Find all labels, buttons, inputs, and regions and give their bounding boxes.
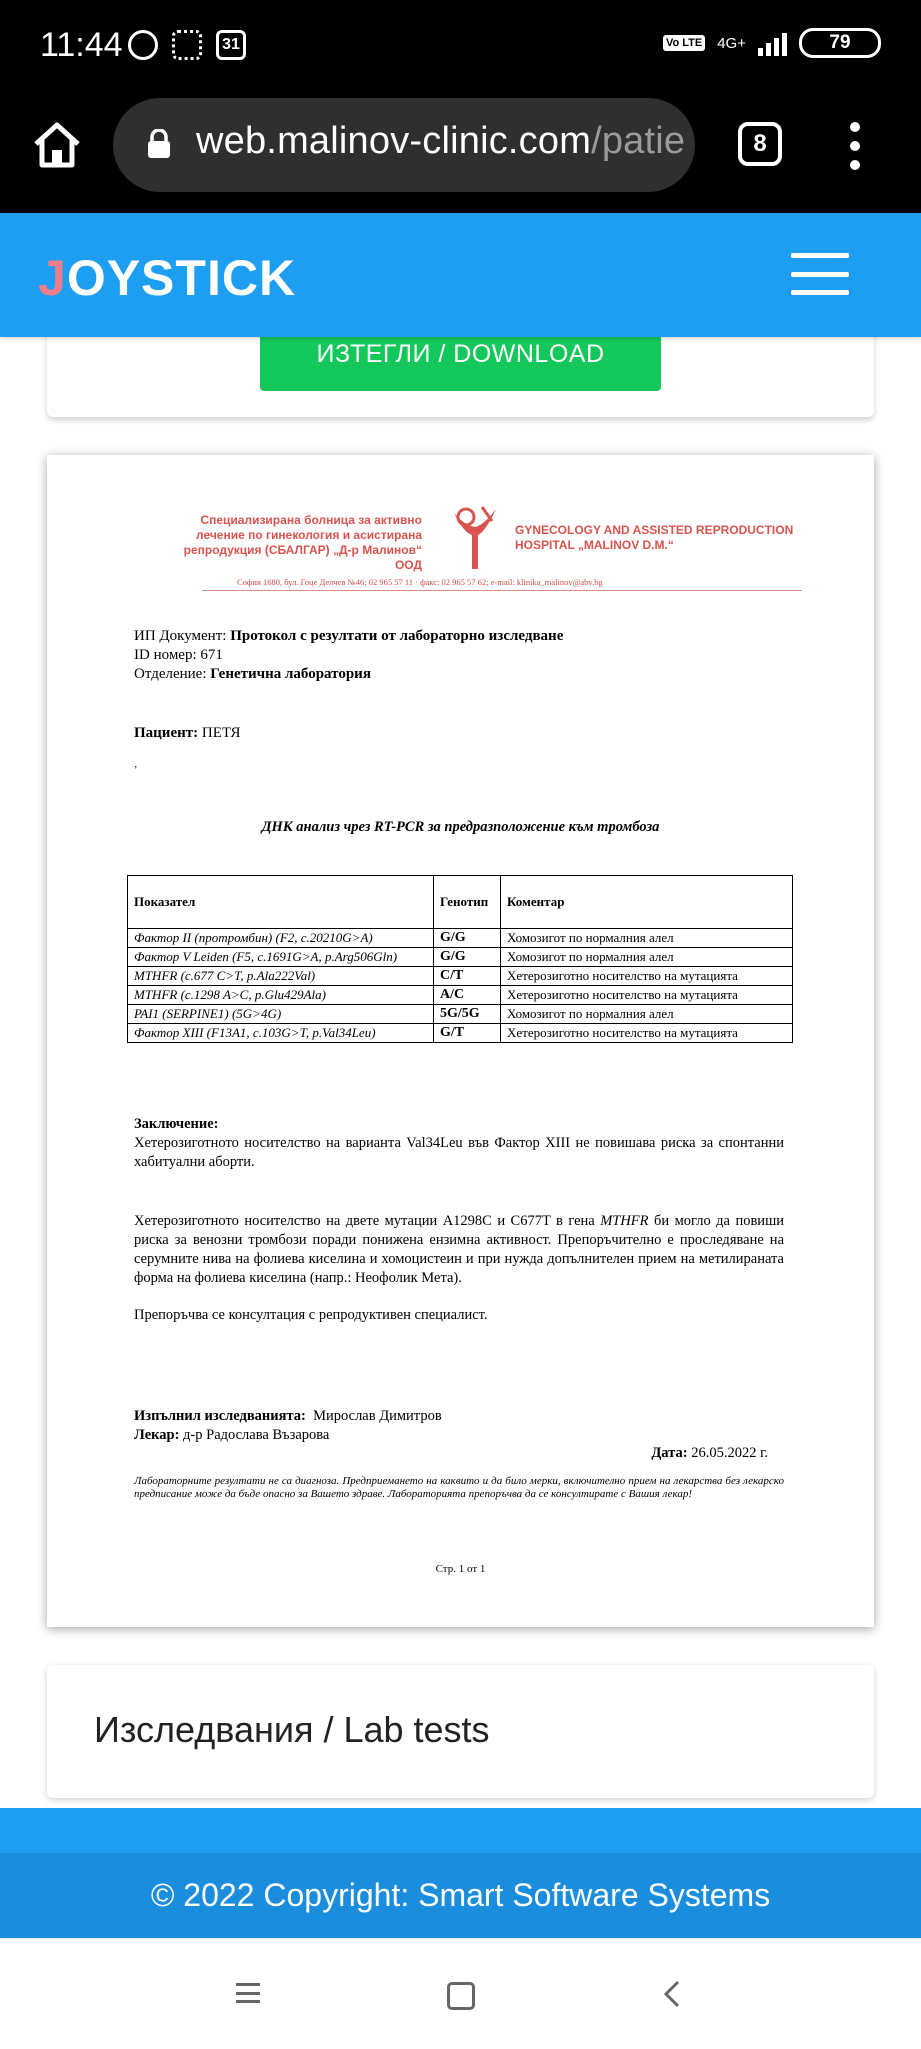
comment-cell: Хетерозиготно носителство на мутацията: [501, 1024, 793, 1043]
footer-band: [0, 1808, 921, 1853]
brand-logo[interactable]: JOYSTICK: [38, 250, 297, 306]
conclusion-paragraph-2: Хетерозиготното носителство на двете мутации A1298C и C677T в гена MTHFR би могло да повиши риска за венозни тромбози поради понижена ензимна активност. Препоръчително е проследяване на серумните нива на фолиева киселина и хомоцистеин и при нужда допълнителен прием на метилираната форма на фолиева киселина (напр.: Неофолик Мета).: [134, 1213, 784, 1286]
comment-cell: Хетерозиготно носителство на мутацията: [501, 967, 793, 986]
indicator-cell: MTHFR (c.677 C>T, p.Ala222Val): [128, 967, 434, 986]
more-options-icon[interactable]: [848, 122, 862, 170]
battery-icon: 79: [799, 28, 881, 58]
apps-grid-icon: [172, 30, 202, 60]
indicator-cell: Фактор XIII (F13A1, c.103G>T, p.Val34Leu): [128, 1024, 434, 1043]
status-icons: [128, 30, 246, 60]
column-header: Генотип: [434, 876, 501, 929]
table-row: [128, 967, 793, 986]
calendar-icon: 31: [216, 30, 246, 60]
doctor-line: Лекар: д-р Радослава Възарова: [134, 1427, 330, 1443]
document-preview: [47, 455, 874, 1627]
performer-line: Изпълнил изследванията: Мирослав Димитров: [134, 1408, 442, 1424]
letterhead-bg-name: Специализирана болница за активно лечение по гинекология и асистирана репродукция (СБАЛГАР) „Д-р Малинов“ ООД: [183, 513, 422, 572]
home-button-icon[interactable]: [447, 1982, 475, 2010]
comment-cell: Хомозигот по нормалния алел: [501, 948, 793, 967]
table-header: [128, 876, 793, 929]
recent-apps-icon[interactable]: [236, 1983, 260, 2003]
genotype-cell: 5G/5G: [434, 1005, 501, 1024]
menu-toggle-icon[interactable]: [791, 253, 849, 295]
genotype-cell: G/G: [434, 948, 501, 967]
url-text[interactable]: web.malinov-clinic.com/patie: [196, 120, 686, 162]
letterhead: [182, 495, 832, 587]
letterhead-en-name: GYNECOLOGY AND ASSISTED REPRODUCTION HOSPITAL „MALINOV D.M.“: [515, 523, 794, 552]
conclusion-paragraph-1: Заключение: Хетерозиготното носителство на варианта Val34Leu във Фактор XIII не повишава риска за спонтанни хабитуални аборти.: [134, 1116, 784, 1170]
alarm-icon: [128, 30, 158, 60]
department-line: Отделение: Генетична лаборатория: [134, 666, 371, 682]
document-meta: [134, 627, 563, 684]
table-row: [128, 986, 793, 1005]
comment-cell: Хомозигот по нормалния алел: [501, 929, 793, 948]
home-icon[interactable]: [30, 118, 84, 172]
browser-toolbar: [0, 98, 921, 213]
table-row: [128, 1005, 793, 1024]
system-navigation-bar: [0, 1938, 921, 2049]
indicator-cell: MTHFR (c.1298 A>C, p.Glu429Ala): [128, 986, 434, 1005]
disclaimer: Лабораторните резултати не са диагноза. Предприемането на каквито и да било мерки, включително прием на лекарства без лекарско предписание може да бъде опасно за Вашето здраве. Лабораторията препоръчва да се консултирате с Вашия лекар!: [134, 1475, 784, 1500]
id-line: ID номер: 671: [134, 647, 223, 663]
status-time: 11:44: [40, 26, 123, 64]
clinic-logo-icon: [444, 503, 504, 573]
tab-switcher-button[interactable]: 8: [738, 122, 782, 166]
signature-block: [134, 1407, 442, 1445]
patient-line: Пациент: ПЕТЯ: [134, 725, 241, 741]
letterhead-address: София 1680, бул. Гоце Делчев №46; 02 965 57 11 · факс: 02 965 57 62; e-mail: klinika_malinov@abv.bg: [237, 577, 603, 587]
genotype-cell: G/G: [434, 929, 501, 948]
doc-type-line: ИП Документ: Протокол с резултати от лабораторно изследване: [134, 628, 564, 644]
address-bar[interactable]: [113, 98, 695, 192]
comment-cell: Хетерозиготно носителство на мутацията: [501, 986, 793, 1005]
table-row: [128, 1024, 793, 1043]
genotype-cell: G/T: [434, 1024, 501, 1043]
main-content: [0, 337, 921, 1807]
signal-icon: [758, 30, 787, 56]
lab-tests-title[interactable]: Изследвания / Lab tests: [94, 1709, 490, 1750]
table-row: [128, 948, 793, 967]
genotype-cell: C/T: [434, 967, 501, 986]
results-table: [127, 875, 793, 1043]
volte-icon: Vo LTE: [663, 35, 705, 51]
footer-copyright: © 2022 Copyright: Smart Software Systems: [0, 1853, 921, 1938]
lock-icon: [147, 129, 171, 159]
genotype-cell: A/C: [434, 986, 501, 1005]
indicator-cell: Фактор V Leiden (F5, c.1691G>A, p.Arg506Gln): [128, 948, 434, 967]
indicator-cell: Фактор II (протромбин) (F2, c.20210G>A): [128, 929, 434, 948]
status-bar: [0, 0, 921, 98]
page-number: Стр. 1 от 1: [435, 1563, 486, 1575]
status-right: [663, 28, 881, 58]
letterhead-divider: [202, 590, 802, 591]
date-line: Дата: 26.05.2022 г.: [651, 1445, 768, 1461]
app-navbar: [0, 213, 921, 337]
back-icon[interactable]: [660, 1979, 684, 2009]
download-button[interactable]: ИЗТЕГЛИ / DOWNLOAD: [260, 317, 661, 391]
column-header: Коментар: [501, 876, 793, 929]
redacted-line: ‚: [134, 759, 138, 770]
document-title: ДНК анализ чрез RT-PCR за предразположение към тромбоза: [261, 819, 660, 835]
conclusion-section: [134, 1115, 784, 1365]
column-header: Показател: [128, 876, 434, 929]
lab-tests-card[interactable]: [47, 1665, 874, 1798]
conclusion-paragraph-3: Препоръчва се консултация с репродуктивен специалист.: [134, 1307, 488, 1323]
network-type: 4G+: [717, 34, 746, 52]
table-row: [128, 929, 793, 948]
indicator-cell: PAI1 (SERPINE1) (5G>4G): [128, 1005, 434, 1024]
comment-cell: Хомозигот по нормалния алел: [501, 1005, 793, 1024]
